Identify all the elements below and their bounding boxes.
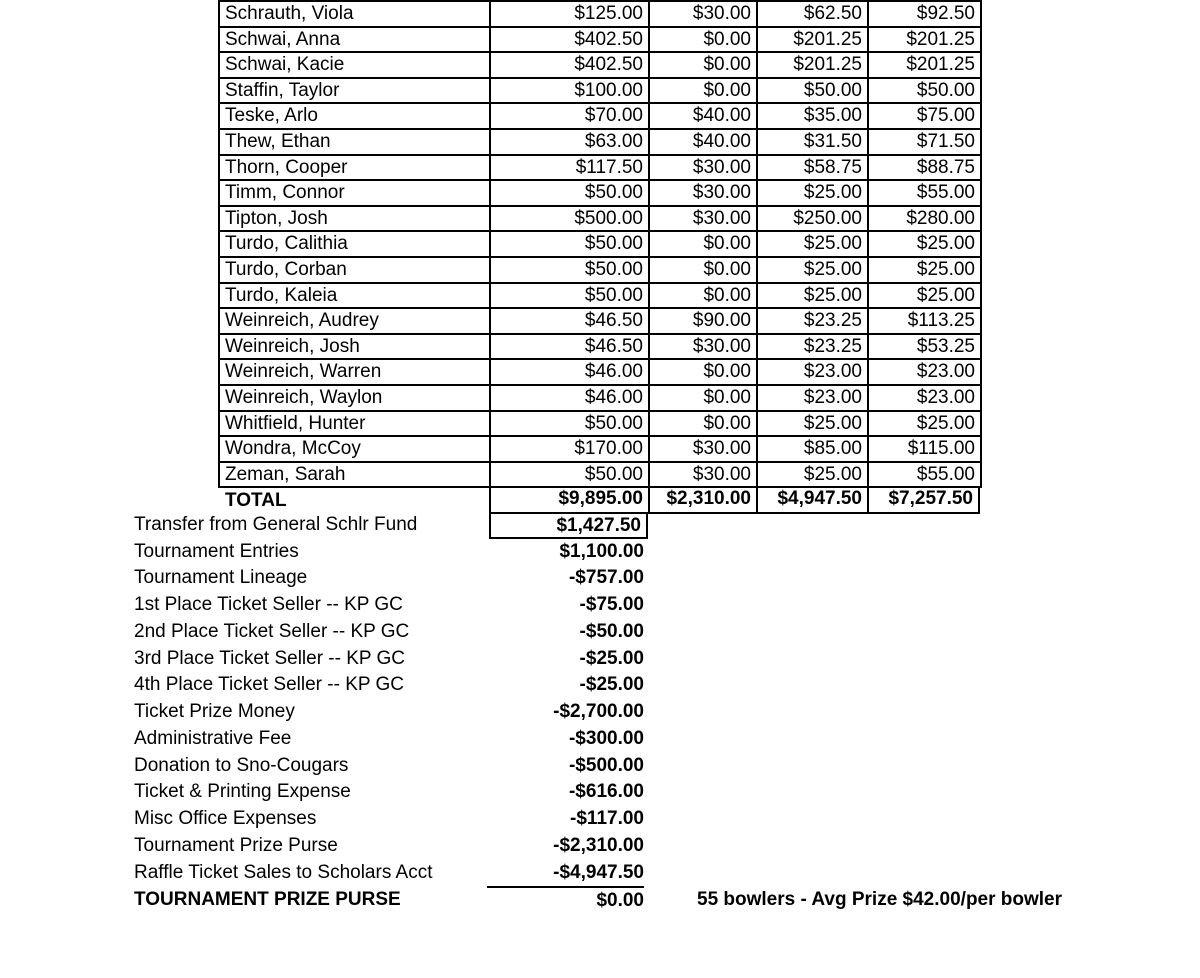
amount-cell: $25.00 [757,462,868,488]
ledger-label: Tournament Prize Purse [134,834,338,856]
amount-cell: $23.00 [868,359,981,385]
amount-cell: $53.25 [868,334,981,360]
amount-cell: $90.00 [649,308,757,334]
bowler-name-cell: Turdo, Corban [219,257,490,283]
bowler-name-cell: Schwai, Kacie [219,52,490,78]
bowler-name-cell: Weinreich, Josh [219,334,490,360]
tournament-prize-purse-label: TOURNAMENT PRIZE PURSE [134,889,401,911]
ledger-row [0,860,720,887]
amount-cell: $23.25 [757,334,868,360]
bowler-name-cell: Turdo, Calithia [219,231,490,257]
amount-cell: $280.00 [868,206,981,232]
amount-cell: $201.25 [868,52,981,78]
total-row [489,488,980,514]
ledger-amount: -$300.00 [568,727,644,749]
bowler-name-cell: Timm, Connor [219,180,490,206]
bowler-row [219,436,981,462]
bowler-row [219,411,981,437]
amount-cell: $50.00 [490,257,649,283]
ledger-label: Ticket Prize Money [134,701,295,722]
amount-cell: $46.50 [490,308,649,334]
amount-cell: $402.50 [490,27,649,53]
amount-cell: $30.00 [649,334,757,360]
amount-cell: $46.50 [490,334,649,360]
amount-cell: $40.00 [649,103,757,129]
amount-cell: $23.00 [757,385,868,411]
ledger-row [0,806,720,833]
ledger-row [0,646,720,673]
ledger-amount: $1,100.00 [559,540,644,562]
amount-cell: $40.00 [649,129,757,155]
amount-cell: $402.50 [490,52,649,78]
amount-cell: $125.00 [490,1,649,27]
ledger-row [0,699,720,726]
amount-cell: $201.25 [757,52,868,78]
bowler-row [219,129,981,155]
ledger-amount: -$117.00 [570,808,644,829]
amount-cell: $46.00 [490,385,649,411]
bowler-name-cell: Schwai, Anna [219,27,490,53]
ledger-label: Tournament Lineage [134,567,308,589]
ledger-label: Misc Office Expenses [134,808,317,829]
amount-cell: $0.00 [649,411,757,437]
ledger-label: 3rd Place Ticket Seller -- KP GC [134,647,406,669]
amount-cell: $25.00 [757,180,868,206]
bowler-row [219,103,981,129]
bowler-name-cell: Thorn, Cooper [219,155,490,181]
amount-cell: $115.00 [868,436,981,462]
total-amount-cell: $4,947.50 [756,488,867,514]
bowler-name-cell: Teske, Arlo [219,103,490,129]
total-amount-cell: $7,257.50 [867,488,980,514]
amount-cell: $50.00 [757,78,868,104]
ledger-amount: -$75.00 [579,594,644,615]
amount-cell: $85.00 [757,436,868,462]
bowler-row [219,180,981,206]
amount-cell: $25.00 [868,411,981,437]
ledger-row [0,592,720,619]
amount-cell: $50.00 [490,283,649,309]
tournament-prize-purse-amount: $0.00 [487,886,644,913]
amount-cell: $25.00 [757,257,868,283]
bowler-name-cell: Weinreich, Waylon [219,385,490,411]
bowler-row [219,1,981,27]
ledger-row [0,565,720,592]
bowler-row [219,27,981,53]
amount-cell: $170.00 [490,436,649,462]
ledger-amount: -$757.00 [568,567,644,589]
amount-cell: $35.00 [757,103,868,129]
bowler-row [219,334,981,360]
ledger-row [0,753,720,780]
bowler-name-cell: Weinreich, Audrey [219,308,490,334]
bowler-name-cell: Tipton, Josh [219,206,490,232]
ledger-row [0,619,720,646]
ledger-label: 4th Place Ticket Seller -- KP GC [134,674,404,696]
amount-cell: $58.75 [757,155,868,181]
amount-cell: $88.75 [868,155,981,181]
ledger-amount: -$25.00 [579,674,644,696]
amount-cell: $50.00 [490,231,649,257]
amount-cell: $23.00 [868,385,981,411]
amount-cell: $63.00 [490,129,649,155]
ledger-row [0,539,720,566]
amount-cell: $50.00 [868,78,981,104]
bowler-row [219,308,981,334]
amount-cell: $50.00 [490,180,649,206]
bowler-row [219,155,981,181]
amount-cell: $0.00 [649,231,757,257]
amount-cell: $30.00 [649,436,757,462]
bowler-name-cell: Zeman, Sarah [219,462,490,488]
amount-cell: $23.25 [757,308,868,334]
amount-cell: $0.00 [649,359,757,385]
ledger-row [0,726,720,753]
bowler-row [219,206,981,232]
bowler-row [219,257,981,283]
ledger-amount: -$25.00 [579,647,644,669]
ledger-label: Donation to Sno-Cougars [134,754,349,776]
ledger-amount: -$616.00 [568,781,644,803]
amount-cell: $0.00 [649,257,757,283]
amount-cell: $31.50 [757,129,868,155]
amount-cell: $117.50 [490,155,649,181]
amount-cell: $50.00 [490,411,649,437]
bowler-row [219,283,981,309]
bowler-name-cell: Wondra, McCoy [219,436,490,462]
amount-cell: $55.00 [868,462,981,488]
bowler-row [219,462,981,488]
bowler-rows [219,1,981,487]
ledger-amount: -$2,700.00 [553,701,644,722]
amount-cell: $30.00 [649,206,757,232]
amount-cell: $201.25 [757,27,868,53]
amount-cell: $0.00 [649,27,757,53]
ledger-label: Administrative Fee [134,727,292,749]
ledger-amount: -$50.00 [579,620,644,642]
bowler-payout-table [218,0,982,488]
amount-cell: $0.00 [649,283,757,309]
total-amount-cell: $2,310.00 [648,488,756,514]
amount-cell: $25.00 [757,283,868,309]
amount-cell: $46.00 [490,359,649,385]
bowler-name-cell: Thew, Ethan [219,129,490,155]
amount-cell: $62.50 [757,1,868,27]
amount-cell: $100.00 [490,78,649,104]
amount-cell: $25.00 [757,411,868,437]
amount-cell: $25.00 [868,231,981,257]
transfer-amount-cell: $1,427.50 [489,512,648,540]
total-row-label: TOTAL [225,490,287,511]
amount-cell: $0.00 [649,52,757,78]
amount-cell: $500.00 [490,206,649,232]
bowler-name-cell: Weinreich, Warren [219,359,490,385]
bowler-name-cell: Whitfield, Hunter [219,411,490,437]
amount-cell: $92.50 [868,1,981,27]
amount-cell: $71.50 [868,129,981,155]
amount-cell: $30.00 [649,180,757,206]
bowler-row [219,231,981,257]
bowler-name-cell: Staffin, Taylor [219,78,490,104]
ledger-amount: -$2,310.00 [553,834,644,856]
amount-cell: $201.25 [868,27,981,53]
bowlers-average-note: 55 bowlers - Avg Prize $42.00/per bowler [697,889,1063,911]
amount-cell: $50.00 [490,462,649,488]
amount-cell: $25.00 [868,283,981,309]
amount-cell: $70.00 [490,103,649,129]
total-amount-cell: $9,895.00 [489,488,648,514]
bowler-row [219,52,981,78]
amount-cell: $23.00 [757,359,868,385]
ledger-row [0,672,720,699]
ledger-label: Raffle Ticket Sales to Scholars Acct [134,861,433,883]
ledger-row [0,779,720,806]
amount-cell: $0.00 [649,78,757,104]
amount-cell: $0.00 [649,385,757,411]
amount-cell: $75.00 [868,103,981,129]
ledger-label: Ticket & Printing Expense [134,781,351,803]
bowler-row [219,385,981,411]
ledger-amount: -$500.00 [568,754,644,776]
ledger-amount: -$4,947.50 [553,861,644,883]
amount-cell: $250.00 [757,206,868,232]
amount-cell: $113.25 [868,308,981,334]
bowler-row [219,78,981,104]
ledger-label: 1st Place Ticket Seller -- KP GC [134,594,403,615]
bowler-row [219,359,981,385]
bowler-name-cell: Turdo, Kaleia [219,283,490,309]
amount-cell: $55.00 [868,180,981,206]
bowler-name-cell: Schrauth, Viola [219,1,490,27]
amount-cell: $25.00 [757,231,868,257]
amount-cell: $30.00 [649,1,757,27]
ledger-label: Tournament Entries [134,540,299,562]
transfer-row-label: Transfer from General Schlr Fund [134,514,418,535]
ledger-row [0,833,720,860]
amount-cell: $25.00 [868,257,981,283]
amount-cell: $30.00 [649,462,757,488]
amount-cell: $30.00 [649,155,757,181]
ledger-label: 2nd Place Ticket Seller -- KP GC [134,620,410,642]
